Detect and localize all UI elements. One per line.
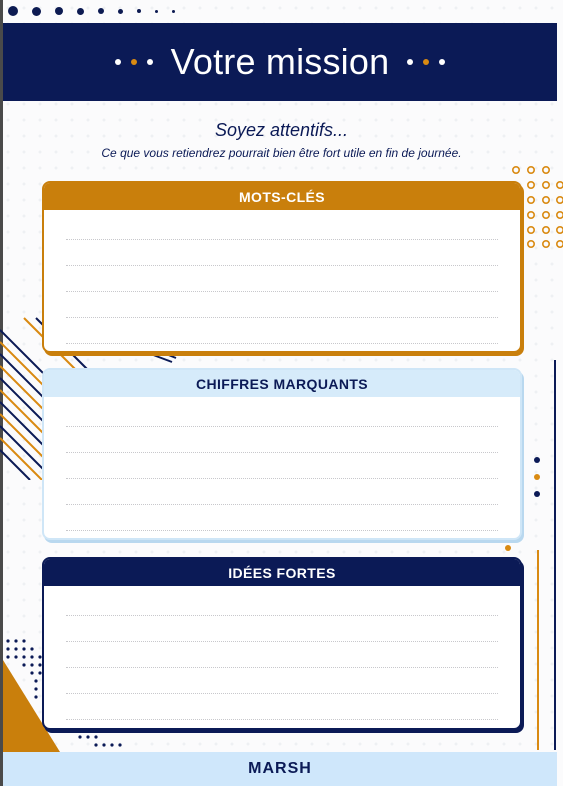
header-dots-left xyxy=(115,59,153,65)
page-title: Votre mission xyxy=(170,41,390,82)
section-title: IDÉES FORTES xyxy=(44,559,520,586)
section-title: MOTS-CLÉS xyxy=(44,183,520,210)
intro-text: Ce que vous retiendrez pourrait bien être fort utile en fin de journée. xyxy=(101,146,462,160)
writing-lines[interactable] xyxy=(44,586,520,720)
writing-lines[interactable] xyxy=(44,397,520,531)
writing-lines[interactable] xyxy=(44,210,520,344)
top-dots-decoration xyxy=(8,6,175,16)
section-card-idees-fortes xyxy=(42,557,522,730)
footer-bar xyxy=(3,752,557,786)
intro-heading: Soyez attentifs... xyxy=(214,120,349,140)
section-card-chiffres-marquants xyxy=(42,368,522,540)
header-dots-right xyxy=(407,59,445,65)
brand-logo: MARSH xyxy=(248,760,312,777)
header-banner xyxy=(3,23,557,101)
section-title: CHIFFRES MARQUANTS xyxy=(44,370,520,397)
section-card-mots-cles xyxy=(42,181,522,353)
